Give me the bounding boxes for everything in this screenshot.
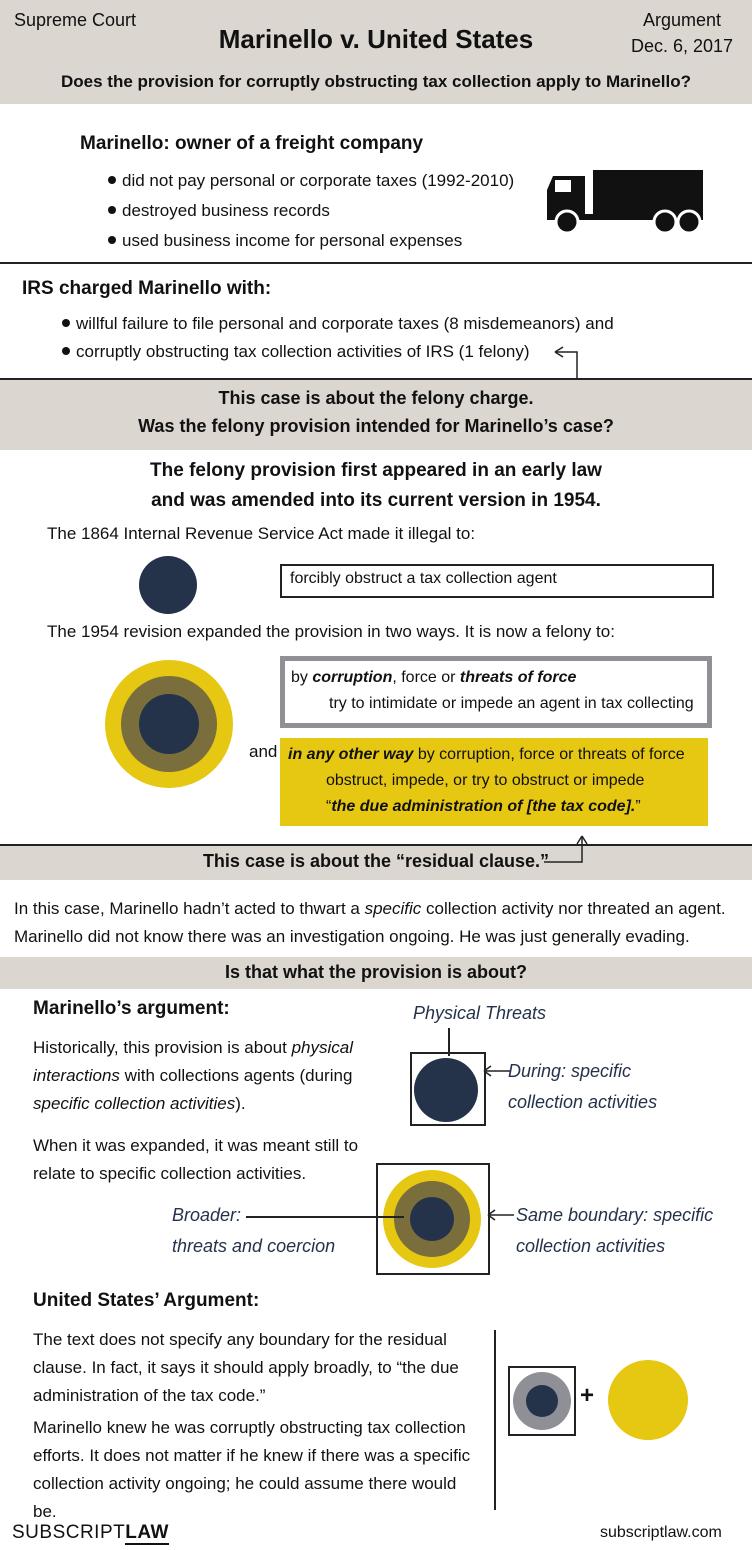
plus-sign: + [580,1382,595,1409]
leader-line [246,1216,404,1218]
label-same-2: collection activities [516,1236,666,1256]
label-broader-1: Broader: [172,1205,242,1225]
case-text-line-2: Marinello did not know there was an investigation ongoing. He was just generally evading. [14,927,690,946]
irs-bullets [62,310,614,366]
revision-1954-text: The 1954 revision expanded the provision in two ways. It is now a felony to: [47,622,615,641]
page-title: Marinello v. United States [218,24,534,54]
label-during-2: collection activities [508,1092,658,1112]
box-a-line-1: by corruption, force or threats of force [291,669,577,686]
label-physical-threats: Physical Threats [413,1003,547,1023]
bullet-icon [108,206,116,214]
marinello-heading: Marinello: owner of a freight company [80,133,424,154]
marinello-arg-p2: When it was expanded, it was meant still to relate to specific collection activities. [33,1136,359,1183]
brand-logo: SUBSCRIPTLAW [12,1522,169,1543]
us-arg-heading: United States’ Argument: [33,1290,260,1311]
arrow-left-icon [486,1208,516,1222]
box-b [280,738,708,826]
label-broader-2: threats and coercion [172,1236,336,1256]
argument-date: Dec. 6, 2017 [630,36,734,56]
box-b-line-2: obstruct, impede, or try to obstruct or impede [326,772,645,789]
marinello-arg-heading: Marinello’s argument: [33,998,230,1019]
case-text-line-1: In this case, Marinello hadn’t acted to thwart a specific collection activity nor threated an agent. [14,899,726,918]
list-item: willful failure to file personal and corporate taxes (8 misdemeanors) and [62,310,614,338]
act-1864-text: The 1864 Internal Revenue Service Act made it illegal to: [47,524,476,543]
question-band-text: Is that what the provision is about? [224,962,528,982]
court-label: Supreme Court [14,10,137,30]
navy-expanded-circle [410,1197,454,1241]
felony-line-2: Was the felony provision intended for Marinello’s case? [138,416,614,436]
box-1864: forcibly obstruct a tax collection agent [280,564,714,598]
box-a-line-2: try to intimidate or impede an agent in tax collecting [329,695,694,712]
bullet-icon [62,319,70,327]
box-b-line-1: in any other way by corruption, force or threats of force [288,746,685,763]
list-item: destroyed business records [108,196,514,226]
irs-heading: IRS charged Marinello with: [22,278,272,299]
label-same-1: Same boundary: specific [516,1205,714,1225]
connector-arrow-icon [540,828,600,868]
residual-heading: This case is about the “residual clause.” [202,851,550,871]
vertical-divider [494,1330,496,1510]
navy-core-circle [139,694,199,754]
navy-circle-1864 [139,556,197,614]
marinello-arg-p1: Historically, this provision is about physical interactions with collections agents (during specific collection activities). [33,1038,353,1113]
us-arg-p2: Marinello knew he was corruptly obstructing tax collection efforts. It does not matter if he knew if there was a specific collection activity ongoing; he could assume there would be. [33,1418,471,1521]
argument-label: Argument [642,10,722,30]
bullet-icon [108,236,116,244]
box-b-line-3: “the due administration of [the tax code].” [326,798,641,815]
history-line-1: The felony provision first appeared in an early law [150,460,602,481]
question-heading: Does the provision for corruptly obstructing tax collection apply to Marinello? [60,72,691,91]
history-line-2: and was amended into its current version in 1954. [151,490,601,511]
gold-us-circle [608,1360,688,1440]
navy-physical-circle [414,1058,478,1122]
bullet-icon [62,347,70,355]
and-label: and [249,742,278,761]
bullet-icon [108,176,116,184]
divider [0,262,752,264]
list-item: corruptly obstructing tax collection activities of IRS (1 felony) [62,338,614,366]
truck-icon [545,168,705,236]
site-url[interactable]: subscriptlaw.com [600,1524,722,1541]
marinello-bullets [108,166,514,256]
label-during-1: During: specific [508,1061,632,1081]
box-a [280,656,712,728]
list-item: did not pay personal or corporate taxes (1992-2010) [108,166,514,196]
us-arg-p1: The text does not specify any boundary for the residual clause. In fact, it says it should apply broadly, to “the due administration of the tax code.” [33,1330,459,1405]
felony-line-1: This case is about the felony charge. [218,388,534,408]
list-item: used business income for personal expenses [108,226,514,256]
navy-us-circle [526,1385,558,1417]
